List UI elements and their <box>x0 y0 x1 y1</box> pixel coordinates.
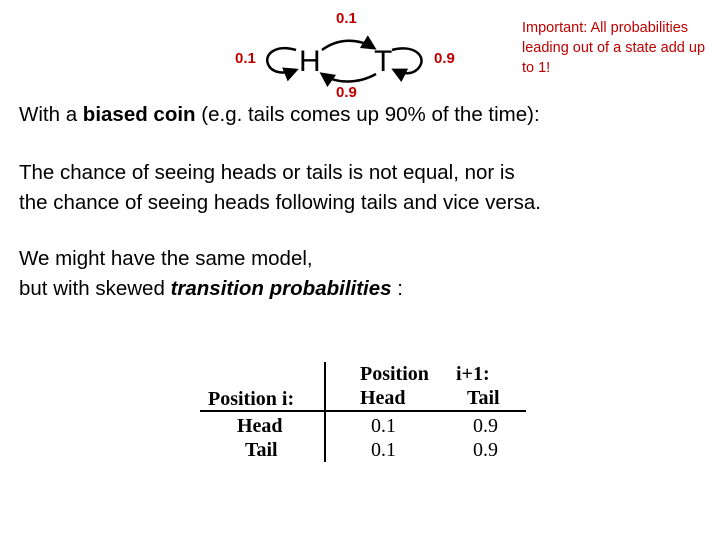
p1-bold: biased coin <box>82 103 196 126</box>
prob-self-h: 0.1 <box>235 50 256 67</box>
prob-self-t: 0.9 <box>434 50 455 67</box>
table-cell-head-head: 0.1 <box>371 415 396 437</box>
important-note: Important: All probabilities leading out of a state add up to 1! <box>522 20 706 76</box>
p2-line1: The chance of seeing heads or tails is not equal, nor is <box>19 161 515 184</box>
table-row-tail-label: Tail <box>245 439 278 461</box>
prob-h-to-t: 0.1 <box>336 10 357 27</box>
table-cell-tail-head: 0.1 <box>371 439 396 461</box>
p1-after: (e.g. tails comes up 90% of the time): <box>195 103 540 126</box>
state-t-label: T <box>374 45 393 78</box>
table-header-i-plus-1: i+1: <box>456 363 490 385</box>
table-col-tail: Tail <box>467 387 500 409</box>
table-cell-tail-tail: 0.9 <box>473 439 498 461</box>
t-to-h-arrow <box>322 74 376 82</box>
table-cell-head-tail: 0.9 <box>473 415 498 437</box>
p2-line2: the chance of seeing heads following tails and vice versa. <box>19 191 541 214</box>
p3-line2-emph: transition probabilities <box>170 277 392 300</box>
h-to-t-arrow <box>322 41 374 50</box>
self-loop-h-arrow <box>267 48 296 72</box>
table-header-position-i: Position i: <box>208 388 295 410</box>
table-header-position-next: Position <box>360 363 429 385</box>
state-h-label: H <box>299 45 321 78</box>
paragraph-chance <box>19 158 541 218</box>
table-col-head: Head <box>360 387 406 409</box>
prob-t-to-h: 0.9 <box>336 84 357 101</box>
paragraph-biased-coin <box>19 100 540 130</box>
transition-table <box>200 362 530 462</box>
self-loop-t-arrow <box>392 48 422 73</box>
p3-line2 <box>19 274 403 304</box>
p1-before: With a <box>19 103 83 126</box>
table-row-head-label: Head <box>237 415 283 437</box>
p3-line1: We might have the same model, <box>19 247 313 270</box>
p3-line2-before: but with skewed <box>19 277 171 300</box>
paragraph-model <box>19 244 403 304</box>
table-vertical-rule <box>324 362 326 462</box>
p3-line2-after: : <box>391 277 403 300</box>
